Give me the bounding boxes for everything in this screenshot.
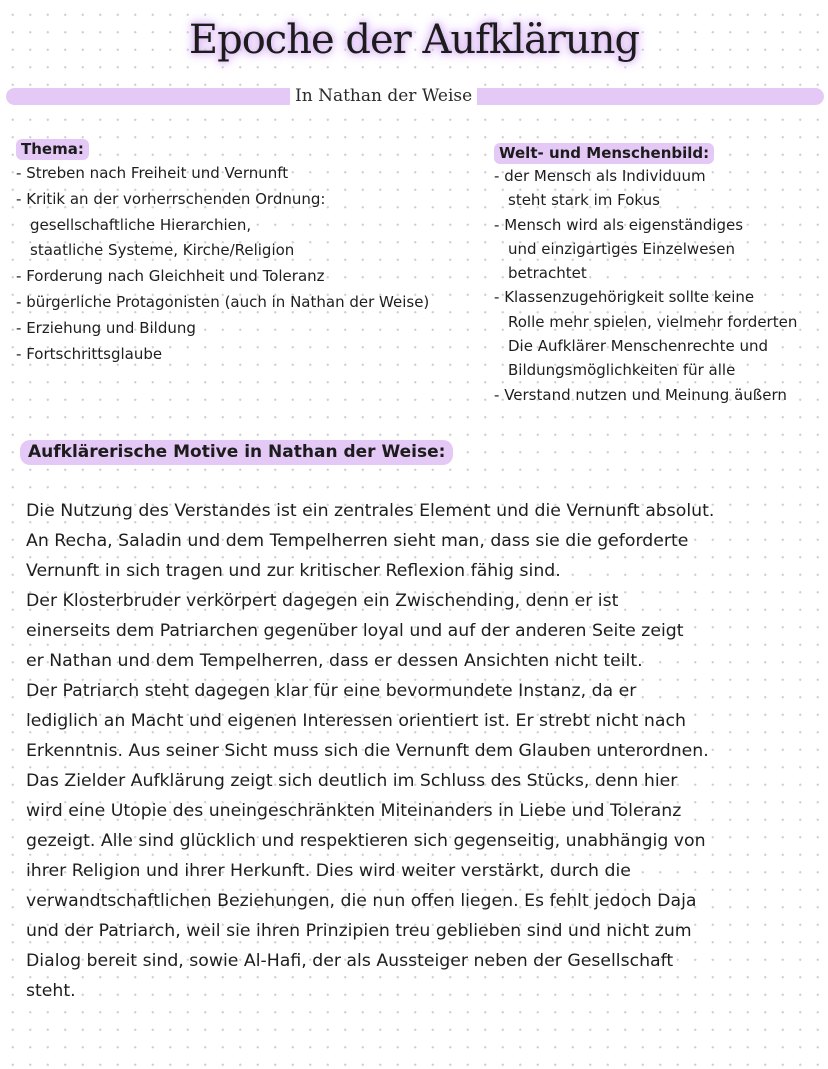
motive-text-line: Erkenntnis. Aus seiner Sicht muss sich die Vernunft dem Glauben unterordnen. bbox=[26, 741, 709, 761]
weltbild-item-text: - Mensch wird als eigenständiges bbox=[494, 213, 797, 237]
motive-text-line: verwandtschaftlichen Beziehungen, die nun offen liegen. Es fehlt jedoch Daja bbox=[26, 891, 697, 911]
motive-text-line: und der Patriarch, weil sie ihren Prinzipien treu geblieben sind und nicht zum bbox=[26, 921, 692, 941]
weltbild-list bbox=[494, 164, 797, 407]
thema-item-text: - bürgerliche Protagonisten (auch in Nathan der Weise) bbox=[16, 290, 429, 316]
weltbild-heading: Welt- und Menschenbild: bbox=[494, 143, 714, 164]
thema-item-text: - Fortschrittsglaube bbox=[16, 342, 429, 368]
weltbild-item-text: - der Mensch als Individuum bbox=[494, 164, 797, 188]
thema-list-item bbox=[16, 161, 429, 187]
thema-item-text: - Kritik an der vorherrschenden Ordnung: bbox=[16, 187, 429, 213]
weltbild-item-text: betrachtet bbox=[508, 264, 587, 283]
thema-list-item bbox=[16, 187, 429, 264]
thema-list-item bbox=[16, 264, 429, 290]
thema-list-item bbox=[16, 316, 429, 342]
title-container bbox=[0, 14, 828, 66]
motive-text-line: er Nathan und dem Tempelherren, dass er dessen Ansichten nicht teilt. bbox=[26, 651, 643, 671]
motive-text-line: Die Nutzung des Verstandes ist ein zentrales Element und die Vernunft absolut. bbox=[26, 501, 715, 521]
motive-text-line: gezeigt. Alle sind glücklich und respektieren sich gegenseitig, unabhängig von bbox=[26, 831, 706, 851]
motive-text-line: An Recha, Saladin und dem Tempelherren sieht man, dass sie die geforderte bbox=[26, 531, 689, 551]
weltbild-list-item bbox=[494, 383, 797, 407]
weltbild-item-text: Bildungsmöglichkeiten für alle bbox=[508, 361, 736, 380]
page-title: Epoche der Aufklärung bbox=[188, 17, 640, 63]
motive-text-line: wird eine Utopie des uneingeschränkten Miteinanders in Liebe und Toleranz bbox=[26, 801, 682, 821]
weltbild-item-text: - Klassenzugehörigkeit sollte keine bbox=[494, 285, 797, 309]
page-subtitle: In Nathan der Weise bbox=[290, 82, 477, 110]
weltbild-item-text: - Verstand nutzen und Meinung äußern bbox=[494, 383, 797, 407]
motive-text-line: Vernunft in sich tragen und zur kritischer Reflexion fähig sind. bbox=[26, 561, 561, 581]
motive-text-line: lediglich an Macht und eigenen Interessen orientiert ist. Er strebt nicht nach bbox=[26, 711, 686, 731]
weltbild-item-text: steht stark im Fokus bbox=[508, 191, 660, 210]
thema-heading: Thema: bbox=[16, 139, 89, 160]
weltbild-list-item bbox=[494, 164, 797, 213]
thema-item-text: staatliche Systeme, Kirche/Religion bbox=[30, 241, 295, 260]
motive-text-line: Der Klosterbruder verkörpert dagegen ein Zwischending, denn er ist bbox=[26, 591, 619, 611]
motive-text-line: einerseits dem Patriarchen gegenüber loyal und auf der anderen Seite zeigt bbox=[26, 621, 684, 641]
weltbild-item-text: Rolle mehr spielen, vielmehr forderten bbox=[508, 312, 798, 331]
weltbild-section bbox=[494, 143, 797, 407]
thema-item-text: gesellschaftliche Hierarchien, bbox=[30, 215, 252, 234]
motive-text-line: Dialog bereit sind, sowie Al-Hafi, der als Aussteiger neben der Gesellschaft bbox=[26, 951, 674, 971]
motive-paragraph bbox=[26, 496, 714, 1006]
thema-item-text: - Streben nach Freiheit und Vernunft bbox=[16, 161, 429, 187]
thema-item-text: - Erziehung und Bildung bbox=[16, 316, 429, 342]
thema-list bbox=[16, 161, 429, 367]
motive-heading: Aufklärerische Motive in Nathan der Weise: bbox=[20, 440, 453, 465]
motive-text-line: steht. bbox=[26, 981, 76, 1001]
weltbild-item-text: und einzigartiges Einzelwesen bbox=[508, 239, 735, 258]
motive-text-line: ihrer Religion und ihrer Herkunft. Dies wird weiter verstärkt, durch die bbox=[26, 861, 631, 881]
motive-text-line: Das Zielder Aufklärung zeigt sich deutlich im Schluss des Stücks, denn hier bbox=[26, 771, 678, 791]
weltbild-item-text: Die Aufklärer Menschenrechte und bbox=[508, 337, 769, 356]
thema-list-item bbox=[16, 290, 429, 316]
motive-text-line: Der Patriarch steht dagegen klar für eine bevormundete Instanz, da er bbox=[26, 681, 637, 701]
thema-section bbox=[16, 139, 429, 367]
thema-item-text: - Forderung nach Gleichheit und Toleranz bbox=[16, 264, 429, 290]
weltbild-list-item bbox=[494, 285, 797, 382]
thema-list-item bbox=[16, 342, 429, 368]
weltbild-list-item bbox=[494, 213, 797, 286]
